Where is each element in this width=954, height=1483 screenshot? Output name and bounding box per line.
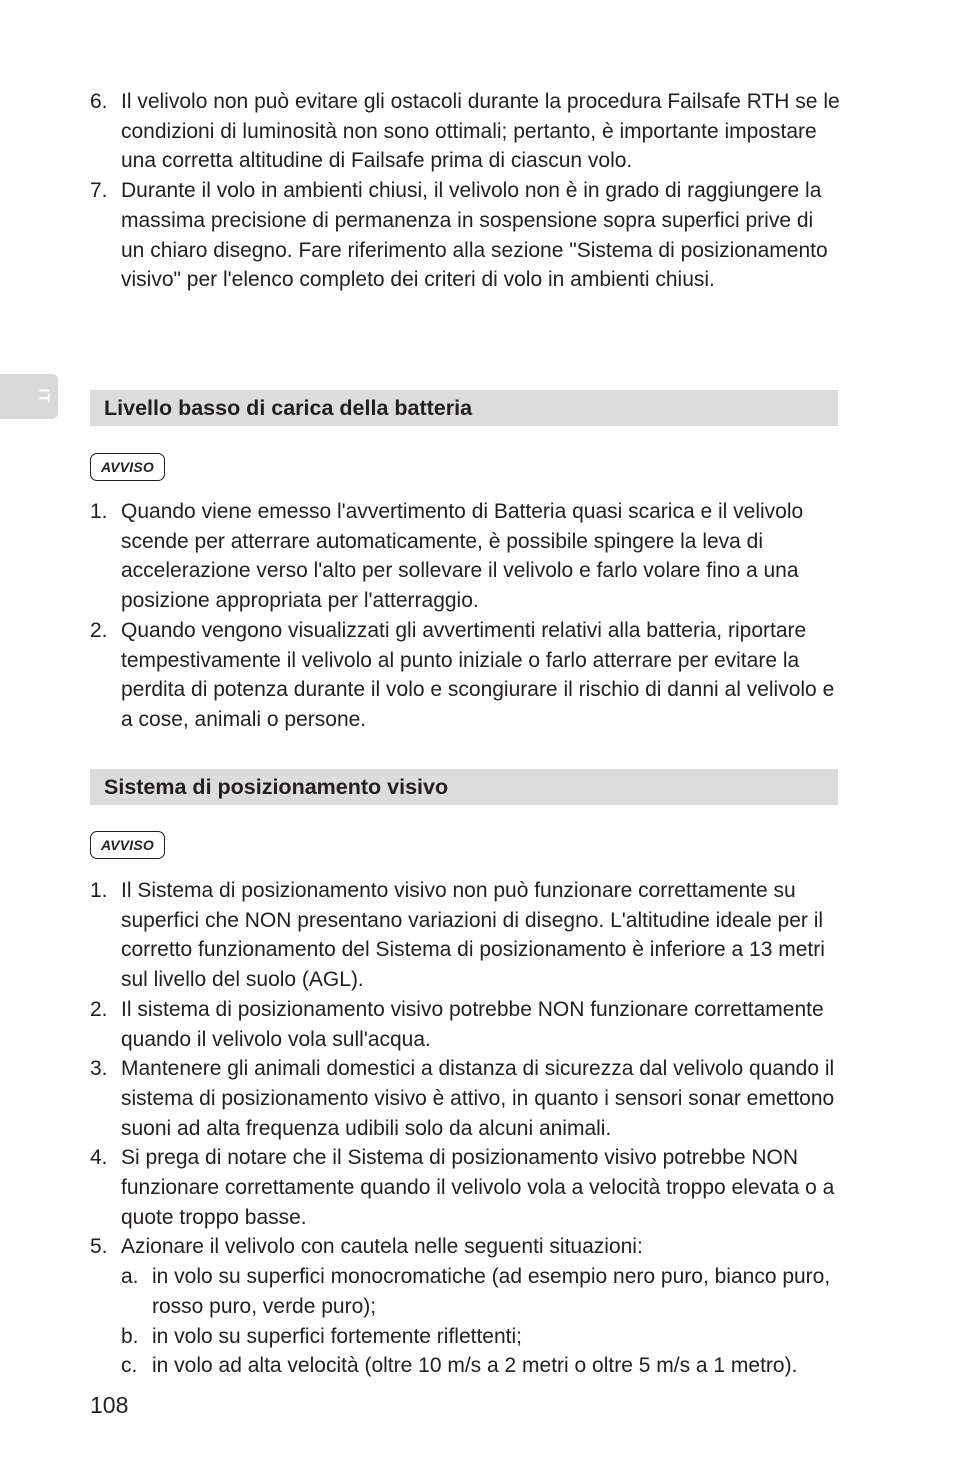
notice-badge: AVVISO	[90, 831, 165, 859]
list-item-number: 3.	[90, 1057, 108, 1081]
list-item	[90, 1143, 842, 1232]
notice-badge: AVVISO	[90, 453, 165, 481]
sub-list-item-text: in volo ad alta velocità (oltre 10 m/s a 2 metri o oltre 5 m/s a 1 metro).	[152, 1354, 798, 1378]
list-item	[90, 497, 842, 616]
list-item-text: Il Sistema di posizionamento visivo non può funzionare correttamente su superfici che NON presentano variazioni di disegno. L'altitudine ideale per il corretto funzionamento del Sistema di posizionamento è inferiore a 13 metri sul livello del suolo (AGL).	[121, 879, 825, 992]
sub-list-item-text: in volo su superfici monocromatiche (ad esempio nero puro, bianco puro, rosso puro, verde puro);	[152, 1265, 831, 1318]
language-tab	[0, 374, 58, 419]
section-heading-vision: Sistema di posizionamento visivo	[90, 769, 838, 805]
list-item	[90, 1054, 842, 1143]
section-heading-battery: Livello basso di carica della batteria	[90, 390, 838, 426]
page-number: 108	[90, 1392, 129, 1418]
list-item	[90, 1232, 842, 1381]
list-item	[90, 176, 842, 295]
list-item-number: 1.	[90, 879, 108, 902]
list-item-number: 7.	[90, 179, 108, 203]
list-item-text: Quando viene emesso l'avvertimento di Batteria quasi scarica e il velivolo scende per atterrare automaticamente, è possibile spingere la leva di accelerazione verso l'alto per sollevare il velivolo e farlo volare fino a una posizione appropriata per l'atterraggio.	[121, 500, 804, 613]
list-item-text: Il velivolo non può evitare gli ostacoli durante la procedura Failsafe RTH se le condizioni di luminosità non sono ottimali; pertanto, è importante impostare una corretta altitudine di Failsafe prima di ciascun volo.	[121, 90, 840, 173]
list-item	[90, 616, 842, 735]
battery-list	[90, 497, 842, 735]
list-item-number: 4.	[90, 1146, 108, 1170]
list-item-number: 2.	[90, 618, 108, 642]
list-item	[90, 876, 842, 995]
list-item-text: Il sistema di posizionamento visivo potrebbe NON funzionare correttamente quando il velivolo vola sull'acqua.	[121, 997, 824, 1051]
list-item-number: 2.	[90, 997, 108, 1021]
list-item-number: 5.	[90, 1235, 108, 1259]
sub-list-item	[121, 1262, 842, 1321]
list-item-text: Mantenere gli animali domestici a distanza di sicurezza dal velivolo quando il sistema di posizionamento visivo è attivo, in quanto i sensori sonar emettono suoni ad alta frequenza udibili solo da alcuni animali.	[121, 1057, 835, 1140]
intro-list	[90, 87, 842, 295]
language-tab-label: IT	[35, 388, 53, 404]
sub-list-item-letter: c.	[121, 1354, 138, 1378]
sub-list-item	[121, 1322, 842, 1352]
list-item-text: Durante il volo in ambienti chiusi, il velivolo non è in grado di raggiungere la massima precisione di permanenza in sospensione sopra superfici prive di un chiaro disegno. Fare riferimento alla sezione "Sistema di posizionamento visivo" per l'elenco completo dei criteri di volo in ambienti chiusi.	[121, 179, 828, 292]
list-item	[90, 87, 842, 176]
sub-list-item-letter: a.	[121, 1265, 139, 1289]
sub-list-item-letter: b.	[121, 1324, 139, 1348]
list-item-number: 1.	[90, 500, 108, 523]
list-item-text: Si prega di notare che il Sistema di posizionamento visivo potrebbe NON funzionare correttamente quando il velivolo vola a velocità troppo elevata o a quote troppo basse.	[121, 1146, 835, 1229]
list-item-text: Quando vengono visualizzati gli avvertimenti relativi alla batteria, riportare tempestivamente il velivolo al punto iniziale o farlo atterrare per evitare la perdita di potenza durante il volo e scongiurare il rischio di danni al velivolo e a cose, animali o persone.	[121, 618, 835, 731]
vision-list	[90, 876, 842, 1381]
sub-list-item	[121, 1351, 842, 1381]
sub-list-item-text: in volo su superfici fortemente riflettenti;	[152, 1324, 523, 1348]
list-item-number: 6.	[90, 90, 108, 113]
list-item-text: Azionare il velivolo con cautela nelle seguenti situazioni:	[121, 1235, 643, 1259]
list-item	[90, 995, 842, 1054]
